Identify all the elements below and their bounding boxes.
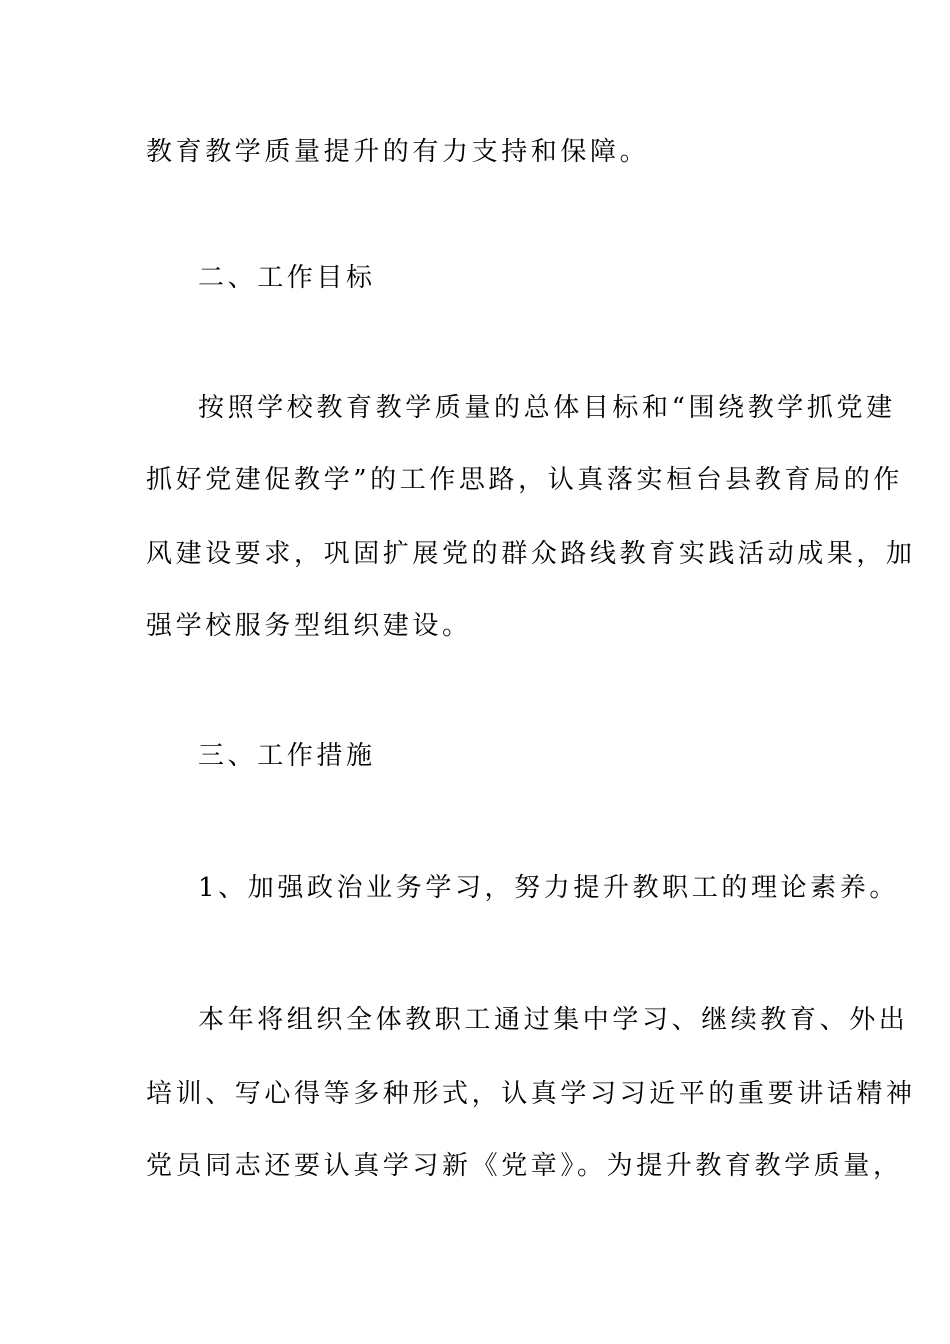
paragraph-line: 强学校服务型组织建设。 [146,611,472,641]
section-heading-goals: 二、工作目标 [198,263,376,293]
paragraph-line: 培训、写心得等多种形式，认真学习习近平的重要讲话精神 [146,1079,916,1109]
paragraph-line: 风建设要求，巩固扩展党的群众路线教育实践活动成果，加 [146,539,916,569]
paragraph-line: 按照学校教育教学质量的总体目标和“围绕教学抓党建 [198,393,896,423]
section-heading-measures: 三、工作措施 [198,741,376,771]
paragraph-line: 教育教学质量提升的有力支持和保障。 [146,137,650,167]
paragraph-line: 抓好党建促教学”的工作思路，认真落实桓台县教育局的作 [146,465,903,495]
subsection-heading: 1、加强政治业务学习，努力提升教职工的理论素养。 [198,873,899,903]
paragraph-line: 党员同志还要认真学习新《党章》。为提升教育教学质量， [146,1151,903,1181]
paragraph-line: 本年将组织全体教职工通过集中学习、继续教育、外出 [198,1005,909,1035]
